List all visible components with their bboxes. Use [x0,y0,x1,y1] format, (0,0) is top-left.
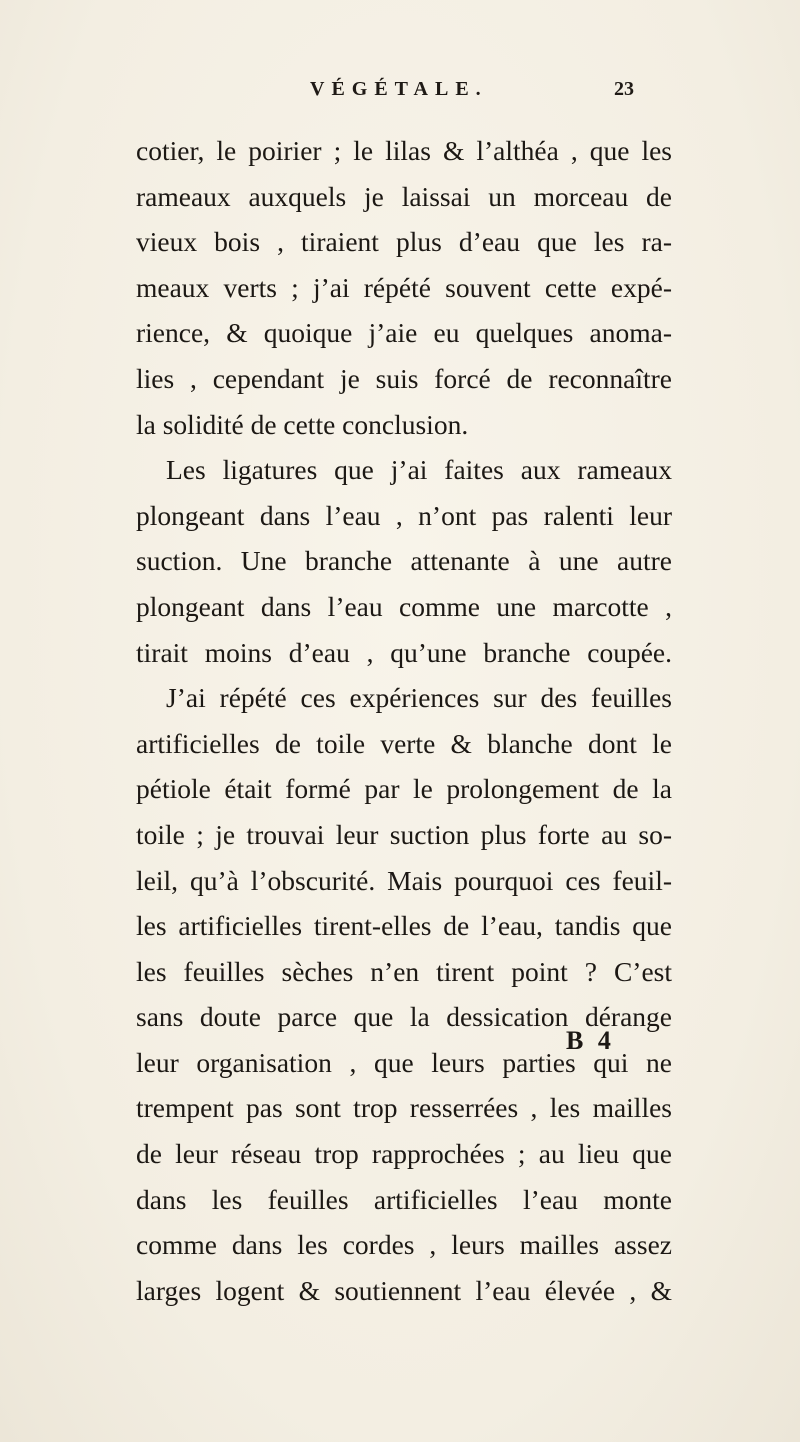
text-line: artificielles de toile verte & blanche dont le [136,727,672,759]
text-line: les artificielles tirent-elles de l’eau, tandis que [136,910,672,942]
text-line: plongeant dans l’eau comme une marcotte , [136,590,672,622]
page-number: 23 [614,78,634,100]
text-line: de leur réseau trop rapprochées ; au lieu que [136,1138,672,1170]
text-line: trempent pas sont trop resserrées , les mailles [136,1092,672,1124]
text-line: plongeant dans l’eau , n’ont pas ralenti leur [136,499,672,531]
text-line: lies , cependant je suis forcé de reconnaître [136,362,672,394]
text-line: suction. Une branche attenante à une autre [136,545,672,577]
text-line: la solidité de cette conclusion. [136,408,469,440]
page-header [0,78,800,108]
text-line: toile ; je trouvai leur suction plus forte au so- [136,818,672,850]
text-line: larges logent & soutiennent l’eau élevée , & [136,1274,672,1306]
text-line: cotier, le poirier ; le lilas & l’althéa , que les [136,135,672,166]
text-line: vieux bois , tiraient plus d’eau que les ra- [136,226,672,258]
text-line: Les ligatures que j’ai faites aux rameaux [166,454,672,486]
text-line: meaux verts ; j’ai répété souvent cette expé- [136,271,672,303]
text-line: dans les feuilles artificielles l’eau monte [136,1183,672,1215]
text-line: les feuilles sèches n’en tirent point ? C’est [136,955,672,987]
text-line: J’ai répété ces expériences sur des feuilles [166,682,672,714]
running-head: VÉGÉTALE. [310,78,488,100]
text-line: tirait moins d’eau , qu’une branche coupée. [136,636,672,668]
text-line: comme dans les cordes , leurs mailles assez [136,1229,672,1261]
text-line: sans doute parce que la dessication dérange [136,1001,672,1033]
text-line: leur organisation , que leurs parties qui ne [136,1046,672,1078]
text-line: pétiole était formé par le prolongement de la [136,773,672,805]
signature-mark: B 4 [566,1026,615,1055]
text-line: rameaux auxquels je laissai un morceau de [136,180,672,212]
text-line: leil, qu’à l’obscurité. Mais pourquoi ces feuil- [136,864,672,896]
body-text [136,128,672,1313]
text-line: rience, & quoique j’aie eu quelques anoma- [136,317,672,349]
